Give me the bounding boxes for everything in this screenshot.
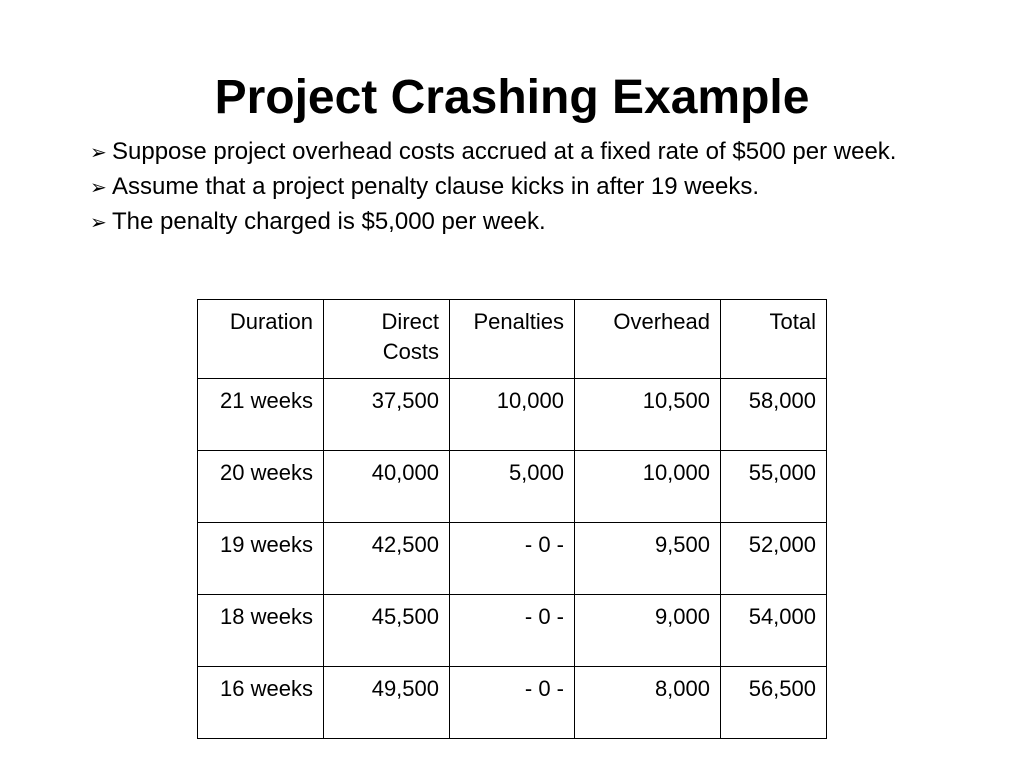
cell-direct-costs: 42,500 <box>324 523 450 595</box>
cell-overhead: 9,000 <box>575 595 721 667</box>
cell-penalties: 10,000 <box>450 379 575 451</box>
header-overhead: Overhead <box>575 300 721 379</box>
arrow-bullet-icon: ➢ <box>90 177 107 199</box>
table-row <box>198 667 827 739</box>
cell-overhead: 9,500 <box>575 523 721 595</box>
table-row <box>198 523 827 595</box>
cell-duration: 18 weeks <box>198 595 324 667</box>
cell-penalties: - 0 - <box>450 523 575 595</box>
header-duration: Duration <box>198 300 324 379</box>
table-row <box>198 451 827 523</box>
crashing-table <box>197 299 827 739</box>
cell-direct-costs: 49,500 <box>324 667 450 739</box>
cell-duration: 16 weeks <box>198 667 324 739</box>
cell-total: 55,000 <box>721 451 827 523</box>
cell-direct-costs: 45,500 <box>324 595 450 667</box>
arrow-bullet-icon: ➢ <box>90 142 107 164</box>
cell-penalties: 5,000 <box>450 451 575 523</box>
cell-direct-costs: 40,000 <box>324 451 450 523</box>
cell-duration: 21 weeks <box>198 379 324 451</box>
table-row <box>198 595 827 667</box>
bullet-item <box>90 171 990 204</box>
header-total: Total <box>721 300 827 379</box>
cell-overhead: 10,000 <box>575 451 721 523</box>
bullet-list <box>90 136 990 241</box>
arrow-bullet-icon: ➢ <box>90 212 107 234</box>
cell-total: 52,000 <box>721 523 827 595</box>
table-row <box>198 379 827 451</box>
cell-total: 56,500 <box>721 667 827 739</box>
cell-overhead: 10,500 <box>575 379 721 451</box>
bullet-text: Assume that a project penalty clause kicks in after 19 weeks. <box>112 173 759 200</box>
cell-total: 58,000 <box>721 379 827 451</box>
cell-penalties: - 0 - <box>450 595 575 667</box>
cell-overhead: 8,000 <box>575 667 721 739</box>
header-penalties: Penalties <box>450 300 575 379</box>
table-header-row <box>198 300 827 379</box>
header-direct-costs: Direct Costs <box>324 300 450 379</box>
cell-total: 54,000 <box>721 595 827 667</box>
bullet-text: Suppose project overhead costs accrued at a fixed rate of $500 per week. <box>112 138 897 165</box>
cell-penalties: - 0 - <box>450 667 575 739</box>
bullet-item <box>90 136 990 169</box>
cell-duration: 19 weeks <box>198 523 324 595</box>
cell-direct-costs: 37,500 <box>324 379 450 451</box>
cell-duration: 20 weeks <box>198 451 324 523</box>
slide-title: Project Crashing Example <box>214 71 810 124</box>
bullet-text: The penalty charged is $5,000 per week. <box>112 208 546 235</box>
bullet-item <box>90 206 990 239</box>
